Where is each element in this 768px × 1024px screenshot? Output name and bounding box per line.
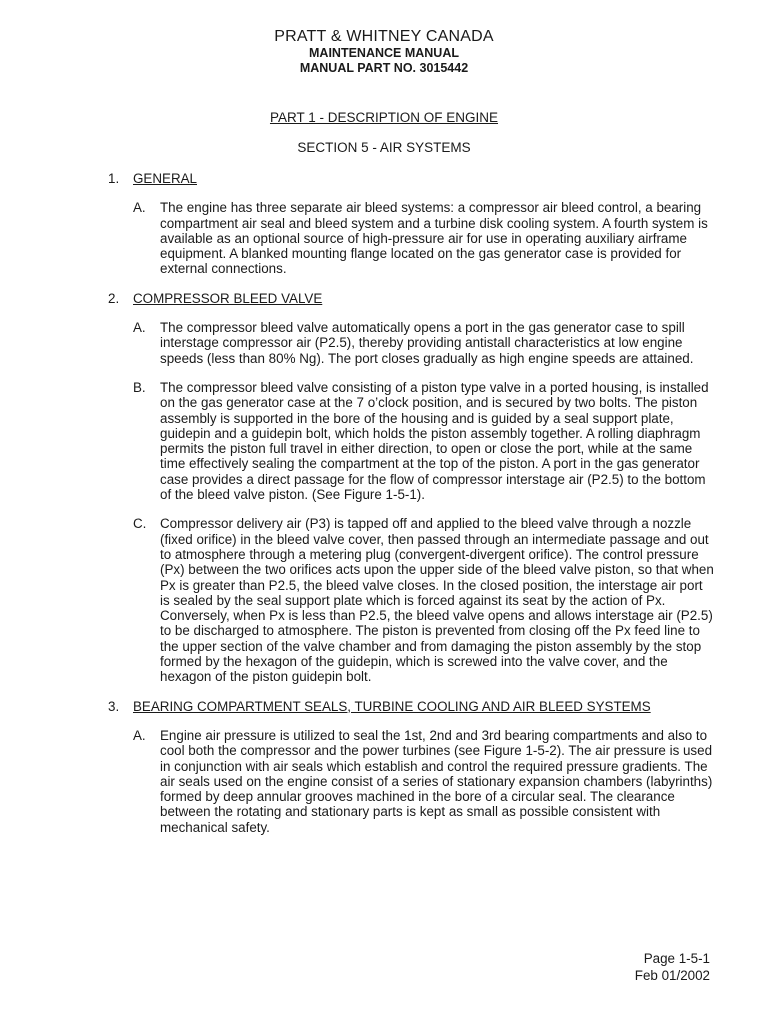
- paragraph: [133, 728, 714, 835]
- section-number: 2.: [108, 290, 120, 306]
- paragraph: [133, 320, 714, 366]
- section-heading-text: GENERAL: [133, 171, 197, 186]
- paragraph-letter: A.: [133, 200, 146, 216]
- section-title: SECTION 5 - AIR SYSTEMS: [297, 140, 471, 155]
- section-heading: [108, 699, 714, 714]
- manual-part-number: MANUAL PART NO. 3015442: [299, 61, 469, 75]
- paragraph-letter: A.: [133, 727, 146, 743]
- paragraph-text: Compressor delivery air (P3) is tapped off and applied to the bleed valve through a nozzle (fixed orifice) in the bleed valve cover, then passed through an intermediate passage and out to atmosphere through a metering plug (convergent-divergent orifice). The control pressure (Px) between the two orifices acts upon the upper side of the bleed valve piston, so that when Px is greater than P2.5, the bleed valve closes. In the closed position, the interstage air port is sealed by the seal support plate which is forced against its seat by the action of Px. Conversely, when Px is less than P2.5, the bleed valve opens and allows interstage air (P2.5) to be discharged to atmosphere. The piston is prevented from closing off the Px feed line to the upper section of the valve chamber and from damaging the piston assembly by the stop formed by the hexagon of the guidepin, which is screwed into the valve cover, and the hexagon of the piston guidepin bolt.: [160, 516, 714, 685]
- section-heading-text: COMPRESSOR BLEED VALVE: [133, 290, 323, 306]
- paragraph-letter: C.: [133, 516, 147, 532]
- section-heading: [108, 291, 714, 306]
- revision-date: Feb 01/2002: [634, 968, 710, 983]
- paragraph-text: The compressor bleed valve automatically opens a port in the gas generator case to spill interstage compressor air (P2.5), thereby providing antistall characteristics at low engine speeds (less than 80% Ng). The port closes gradually as high engine speeds are attained.: [160, 320, 694, 366]
- document-body: [108, 171, 714, 849]
- document-header: [0, 28, 768, 76]
- manual-title: MAINTENANCE MANUAL: [309, 46, 459, 60]
- part-title-text: PART 1 - DESCRIPTION OF ENGINE: [269, 110, 499, 125]
- page-number: Page 1-5-1: [643, 951, 710, 966]
- part-title: [0, 110, 768, 125]
- section-heading-text: BEARING COMPARTMENT SEALS, TURBINE COOLING AND AIR BLEED SYSTEMS: [133, 698, 651, 714]
- paragraph-letter: A.: [133, 320, 146, 336]
- page-footer: [635, 950, 710, 984]
- section-number: 1.: [108, 171, 120, 186]
- paragraph: [133, 200, 714, 276]
- paragraph-text: Engine air pressure is utilized to seal the 1st, 2nd and 3rd bearing compartments and also to cool both the compressor and the power turbines (see Figure 1-5-2). The air pressure is used in conjunction with air seals which establish and control the required pressure gradients. The air seals used on the engine consist of a series of stationary expansion chambers (labyrinths) formed by deep annular grooves machined in the bore of a circular seal. The clearance between the rotating and stationary parts is kept as small as possible consistent with mechanical safety.: [160, 727, 713, 835]
- paragraph: [133, 380, 714, 502]
- section-heading: [108, 171, 714, 186]
- paragraph: [133, 516, 714, 684]
- paragraph-text: The engine has three separate air bleed systems: a compressor air bleed control, a bearing compartment air seal and bleed system and a turbine disk cooling system. A fourth system is available as an optional source of high-pressure air for use in operating auxiliary airframe equipment. A blanked mounting flange located on the gas generator case is provided for external connections.: [160, 200, 708, 277]
- company-name: PRATT & WHITNEY CANADA: [274, 28, 494, 45]
- paragraph-text: The compressor bleed valve consisting of a piston type valve in a ported housing, is installed on the gas generator case at the 7 o’clock position, and is secured by two bolts. The piston assembly is supported in the bore of the housing and is guided by a seal support plate, guidepin and a guidepin bolt, which holds the piston assembly together. A rolling diaphragm permits the piston full travel in either direction, to open or close the port, while at the same time effectively sealing the compartment at the top of the piston. A port in the gas generator case provides a direct passage for the flow of compressor interstage air (P2.5) to the bottom of the bleed valve piston. (See Figure 1-5-1).: [160, 379, 709, 503]
- section-number: 3.: [108, 698, 120, 714]
- paragraph-letter: B.: [133, 379, 146, 395]
